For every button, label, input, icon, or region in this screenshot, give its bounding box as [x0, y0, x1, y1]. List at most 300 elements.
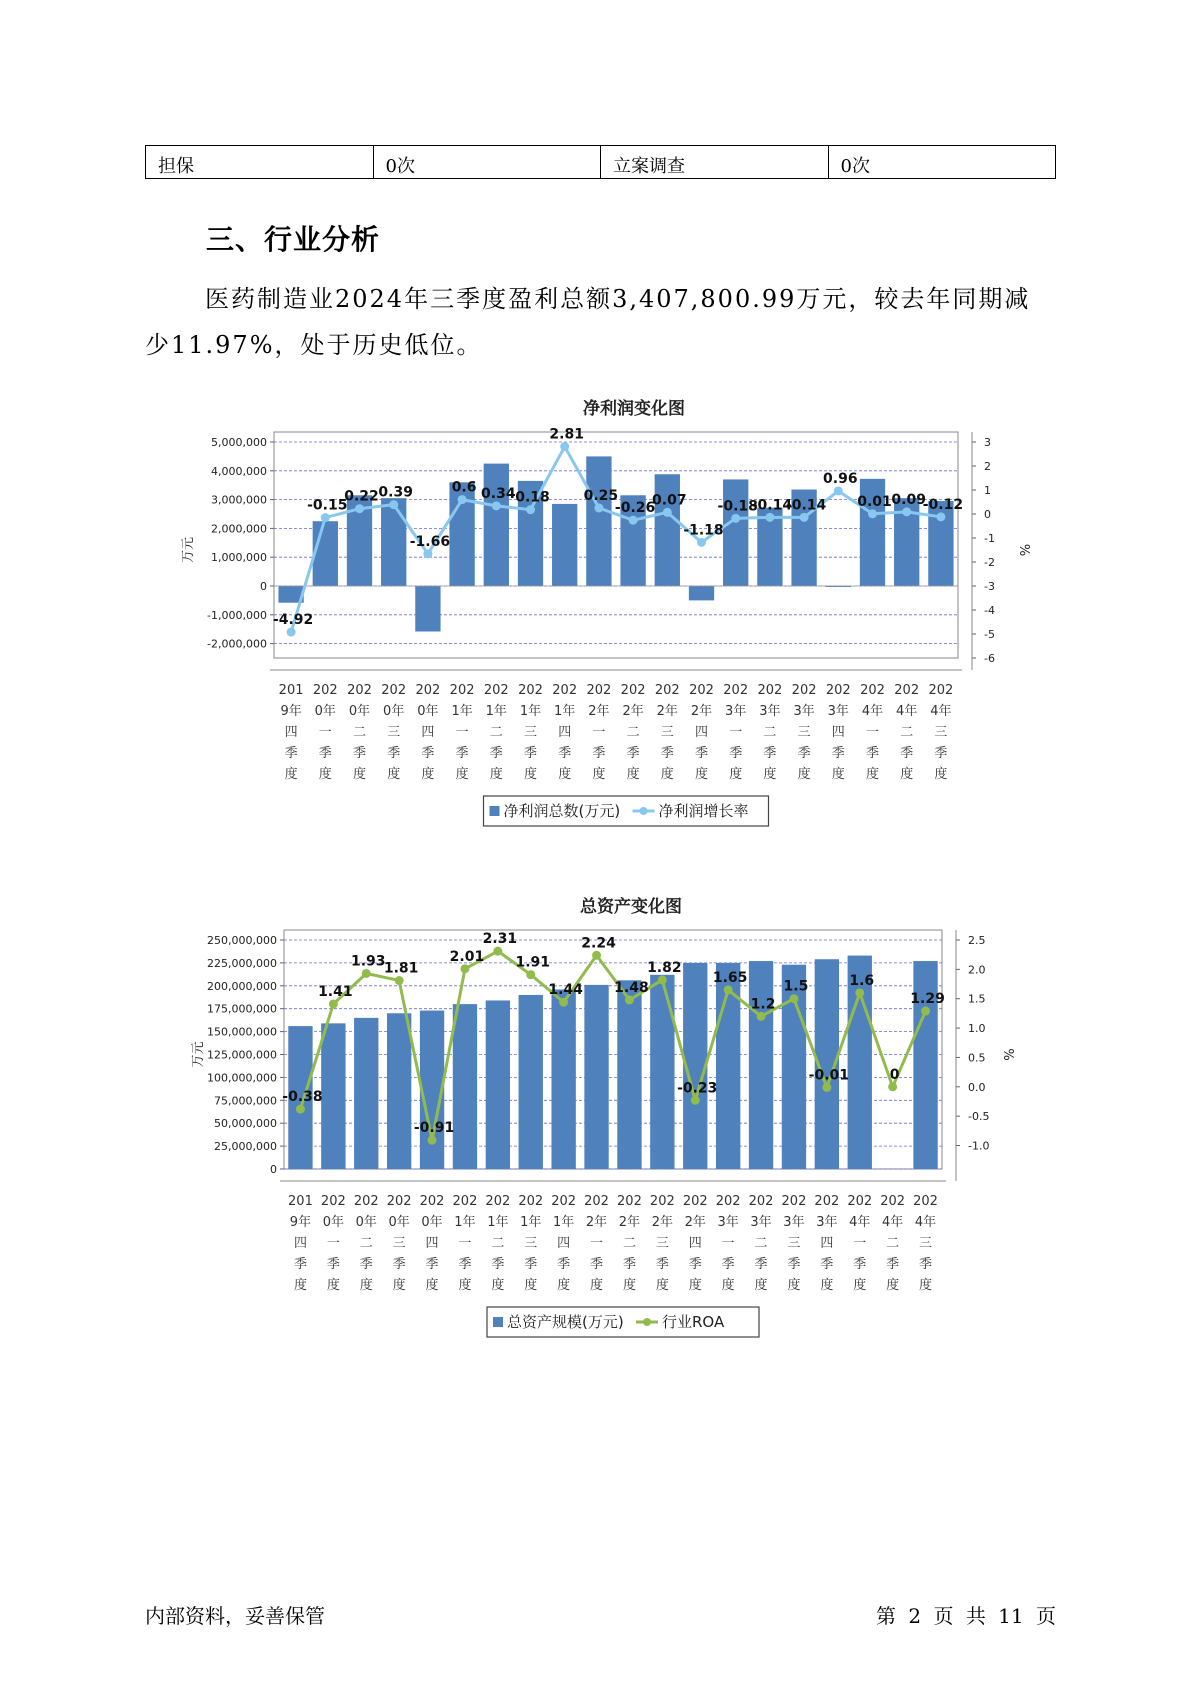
line-point — [526, 970, 535, 979]
x-tick-label: 4年 — [849, 1215, 871, 1230]
x-tick-label: 度 — [626, 767, 640, 782]
x-tick-label: 2年 — [588, 704, 610, 719]
bar — [321, 1023, 345, 1169]
x-tick-label: 0年 — [421, 1215, 443, 1230]
line-point — [321, 513, 330, 522]
x-tick-label: 度 — [359, 1278, 373, 1293]
point-label: 1.65 — [712, 969, 748, 986]
y2-tick-label: 2.5 — [968, 934, 986, 947]
x-tick-label: 度 — [558, 767, 572, 782]
line-point — [629, 516, 638, 525]
x-tick-label: 四 — [831, 725, 845, 740]
line-point — [395, 976, 404, 985]
x-tick-label: 二 — [352, 725, 367, 740]
x-tick-label: 4年 — [896, 704, 918, 719]
x-tick-label: 202 — [518, 1194, 544, 1209]
x-tick-label: 季 — [458, 1257, 472, 1272]
bar — [749, 961, 773, 1169]
y-tick-label: 225,000,000 — [207, 956, 277, 970]
net-profit-chart — [0, 390, 1191, 850]
x-tick-label: 四 — [558, 725, 572, 740]
line-point — [389, 500, 398, 509]
x-tick-label: 度 — [831, 767, 845, 782]
x-tick-label: 四 — [694, 725, 709, 740]
x-tick-label: 三 — [797, 725, 811, 740]
point-label: 0.96 — [823, 470, 858, 487]
x-tick-label: 202 — [419, 1194, 445, 1209]
point-label: 1.44 — [548, 982, 583, 999]
x-tick-label: 四 — [820, 1236, 834, 1251]
x-tick-label: 202 — [723, 683, 749, 698]
x-tick-label: 4年 — [882, 1215, 904, 1230]
x-tick-label: 四 — [421, 725, 435, 740]
x-tick-label: 季 — [557, 1257, 571, 1272]
point-label: 2.31 — [482, 931, 518, 948]
line-point — [560, 442, 569, 451]
line-point — [663, 508, 672, 517]
x-tick-label: 季 — [787, 1257, 801, 1272]
x-tick-label: 季 — [820, 1257, 834, 1272]
y-tick-label: 1,000,000 — [211, 551, 267, 565]
x-tick-label: 二 — [489, 725, 503, 740]
y2-tick-label: 1.0 — [968, 1022, 986, 1036]
x-tick-label: 202 — [347, 683, 372, 698]
y2-axis-label: % — [1016, 543, 1031, 557]
x-tick-label: 二 — [900, 725, 914, 740]
line-point — [822, 1083, 831, 1092]
x-tick-label: 度 — [458, 1278, 472, 1293]
x-tick-label: 202 — [814, 1194, 840, 1209]
y2-tick-label: -4 — [984, 604, 995, 617]
point-label: 0.34 — [481, 485, 516, 502]
x-tick-label: 202 — [682, 1194, 708, 1209]
y-axis-label: 万元 — [191, 1041, 206, 1068]
x-tick-label: 0年 — [388, 1215, 410, 1230]
point-label: -0.14 — [785, 497, 827, 514]
x-tick-label: 度 — [293, 1278, 307, 1293]
x-tick-label: 0年 — [383, 704, 405, 719]
x-tick-label: 度 — [660, 767, 674, 782]
line-point — [731, 514, 740, 523]
x-tick-label: 度 — [489, 767, 503, 782]
x-tick-label: 季 — [421, 746, 435, 761]
y-tick-label: 75,000,000 — [214, 1094, 277, 1108]
x-tick-label: 度 — [421, 767, 435, 782]
y2-tick-label: 0 — [984, 508, 991, 521]
line-point — [834, 486, 843, 495]
x-tick-label: 202 — [485, 1194, 511, 1209]
point-label: 0.6 — [451, 479, 477, 496]
y2-tick-label: 1 — [984, 484, 991, 497]
x-tick-label: 202 — [353, 1194, 379, 1209]
line-point — [423, 549, 432, 558]
x-tick-label: 202 — [386, 1194, 412, 1209]
x-tick-label: 一 — [590, 1236, 604, 1251]
line-point — [362, 969, 371, 978]
y2-tick-label: -5 — [984, 628, 995, 641]
x-tick-label: 三 — [387, 725, 401, 740]
x-tick-label: 度 — [590, 1278, 604, 1293]
x-tick-label: 202 — [757, 683, 783, 698]
bar — [552, 504, 577, 586]
x-tick-label: 202 — [913, 1194, 938, 1209]
line-point — [526, 505, 535, 514]
x-tick-label: 度 — [523, 767, 538, 782]
x-tick-label: 二 — [763, 725, 777, 740]
y-tick-label: -1,000,000 — [207, 608, 267, 622]
point-label: 0.25 — [583, 488, 619, 504]
y2-tick-label: -2 — [984, 556, 995, 569]
line-point — [458, 495, 467, 504]
x-tick-label: 度 — [694, 767, 709, 782]
point-label: 0.01 — [857, 493, 892, 510]
x-tick-label: 3年 — [725, 704, 747, 719]
line-point — [902, 507, 911, 516]
table-row — [146, 146, 1056, 179]
x-tick-label: 三 — [787, 1236, 801, 1251]
y2-tick-label: 2 — [984, 460, 991, 473]
x-tick-label: 四 — [284, 725, 298, 740]
x-tick-label: 季 — [592, 746, 606, 761]
x-tick-label: 202 — [715, 1194, 741, 1209]
x-tick-label: 4年 — [914, 1215, 937, 1230]
x-tick-label: 度 — [729, 767, 743, 782]
y2-tick-label: -6 — [984, 652, 995, 665]
x-tick-label: 季 — [524, 1257, 538, 1272]
chart-title: 总资产变化图 — [580, 897, 682, 917]
x-tick-label: 202 — [928, 683, 954, 698]
x-tick-label: 季 — [853, 1257, 867, 1272]
x-tick-label: 202 — [312, 683, 338, 698]
footer-confidential-note: 内部资料，妥善保管 — [145, 1604, 325, 1628]
x-tick-label: 一 — [721, 1236, 735, 1251]
point-label: 1.48 — [614, 979, 649, 996]
table-cell-investigation-value: 0次 — [828, 146, 1056, 179]
bar — [354, 1018, 378, 1169]
x-tick-label: 202 — [781, 1194, 807, 1209]
x-tick-label: 季 — [934, 746, 948, 761]
x-tick-label: 2年 — [585, 1215, 608, 1230]
point-label: -0.91 — [413, 1120, 455, 1137]
y-tick-label: 50,000,000 — [214, 1117, 277, 1131]
point-label: 0.09 — [891, 491, 926, 508]
x-tick-label: 季 — [387, 746, 401, 761]
x-tick-label: 度 — [934, 767, 948, 782]
table-cell-guarantee-label: 担保 — [146, 146, 374, 179]
legend-bar-swatch — [493, 1317, 503, 1327]
x-tick-label: 度 — [900, 767, 914, 782]
x-tick-label: 季 — [655, 1257, 669, 1272]
chart-title: 净利润变化图 — [583, 399, 685, 419]
bar — [484, 464, 509, 586]
point-label: -0.01 — [808, 1067, 850, 1084]
y2-tick-label: -1.0 — [968, 1139, 990, 1153]
x-tick-label: 0年 — [417, 704, 439, 719]
point-label: 0.22 — [344, 488, 379, 505]
x-tick-label: 202 — [860, 683, 885, 698]
x-tick-label: 0年 — [314, 704, 336, 719]
x-tick-label: 1年 — [485, 704, 507, 719]
line-point — [492, 501, 501, 510]
x-tick-label: 二 — [491, 1236, 505, 1251]
info-table — [145, 145, 1056, 179]
bar — [415, 586, 440, 632]
x-tick-label: 202 — [584, 1194, 609, 1209]
point-label: -1.18 — [683, 522, 724, 539]
x-tick-label: 季 — [455, 746, 469, 761]
x-tick-label: 度 — [865, 767, 880, 782]
line-point — [296, 1105, 305, 1114]
line-point — [921, 1007, 930, 1016]
x-tick-label: 2年 — [684, 1215, 706, 1230]
y2-axis-label: % — [1000, 1048, 1015, 1061]
x-tick-label: 202 — [483, 683, 509, 698]
x-tick-label: 201 — [278, 683, 304, 698]
x-tick-label: 2年 — [618, 1215, 641, 1230]
x-tick-label: 季 — [293, 1257, 307, 1272]
x-tick-label: 3年 — [750, 1215, 772, 1230]
legend-line-marker — [643, 1318, 651, 1326]
x-tick-label: 季 — [491, 1257, 505, 1272]
x-tick-label: 一 — [455, 725, 469, 740]
point-label: -0.18 — [717, 498, 758, 515]
x-tick-label: 1年 — [451, 704, 473, 719]
bar — [689, 586, 714, 600]
point-label: 0.18 — [515, 489, 550, 506]
point-label: 2.81 — [549, 426, 584, 443]
x-tick-label: 季 — [622, 1257, 636, 1272]
x-tick-label: 202 — [381, 683, 407, 698]
section-title: 三、行业分析 — [206, 223, 381, 256]
x-tick-label: 一 — [729, 725, 743, 740]
x-tick-label: 1年 — [519, 704, 542, 719]
x-tick-label: 三 — [392, 1236, 406, 1251]
x-tick-label: 1年 — [454, 1215, 476, 1230]
point-label: -0.14 — [751, 497, 793, 514]
x-tick-label: 季 — [797, 746, 811, 761]
x-tick-label: 度 — [797, 767, 811, 782]
x-tick-label: 三 — [655, 1236, 669, 1251]
x-tick-label: 202 — [552, 683, 578, 698]
x-tick-label: 202 — [689, 683, 714, 698]
x-tick-label: 202 — [654, 683, 680, 698]
plot-area — [274, 432, 958, 658]
x-tick-label: 202 — [617, 1194, 642, 1209]
x-tick-label: 1年 — [553, 1215, 575, 1230]
y-tick-label: 175,000,000 — [207, 1002, 277, 1016]
y2-tick-label: 1.5 — [968, 992, 986, 1006]
point-label: 2.24 — [581, 935, 616, 952]
x-tick-label: 1年 — [554, 704, 576, 719]
point-label: 1.93 — [350, 953, 386, 970]
y-tick-label: 3,000,000 — [211, 493, 267, 507]
x-tick-label: 4年 — [861, 704, 884, 719]
analysis-paragraph: 医药制造业2024年三季度盈利总额3,407,800.99万元，较去年同期减少11.97%，处于历史低位。 — [145, 285, 1031, 359]
x-tick-label: 度 — [721, 1278, 735, 1293]
line-point — [625, 995, 634, 1004]
y-tick-label: 250,000,000 — [207, 934, 277, 947]
x-tick-label: 度 — [688, 1278, 702, 1293]
x-tick-label: 四 — [425, 1236, 439, 1251]
x-tick-label: 二 — [754, 1236, 768, 1251]
x-tick-label: 2年 — [656, 704, 678, 719]
x-tick-label: 季 — [392, 1257, 406, 1272]
y-tick-label: 150,000,000 — [207, 1025, 277, 1039]
line-point — [691, 1096, 700, 1105]
table-cell-guarantee-value: 0次 — [373, 146, 601, 179]
line-point — [789, 994, 798, 1003]
x-tick-label: 202 — [649, 1194, 675, 1209]
bar — [551, 989, 575, 1169]
x-tick-label: 202 — [518, 683, 543, 698]
x-tick-label: 三 — [524, 1236, 538, 1251]
x-tick-label: 202 — [748, 1194, 774, 1209]
y2-tick-label: 0.0 — [968, 1080, 986, 1094]
point-label: 1.81 — [383, 960, 419, 977]
x-tick-label: 度 — [352, 767, 367, 782]
bar — [381, 498, 406, 586]
x-tick-label: 度 — [919, 1278, 933, 1293]
bar — [617, 980, 641, 1169]
y2-tick-label: -0.5 — [968, 1110, 990, 1124]
point-label: -0.23 — [677, 1080, 718, 1097]
line-point — [724, 985, 733, 994]
x-tick-label: 度 — [787, 1278, 801, 1293]
point-label: 1.5 — [783, 978, 809, 995]
x-tick-label: 202 — [452, 1194, 478, 1209]
x-tick-label: 季 — [359, 1257, 373, 1272]
x-tick-label: 季 — [660, 746, 674, 761]
x-tick-label: 度 — [655, 1278, 669, 1293]
x-tick-label: 三 — [934, 725, 948, 740]
line-point — [594, 504, 603, 513]
x-tick-label: 202 — [415, 683, 441, 698]
x-tick-label: 一 — [865, 725, 880, 740]
x-tick-label: 度 — [754, 1278, 768, 1293]
x-tick-label: 3年 — [827, 704, 849, 719]
x-tick-label: 度 — [491, 1278, 505, 1293]
point-label: -0.15 — [307, 497, 348, 514]
point-label: 1.2 — [750, 996, 776, 1013]
x-tick-label: 202 — [791, 683, 817, 698]
legend-line-marker — [640, 807, 648, 815]
x-tick-label: 3年 — [759, 704, 781, 719]
bar — [486, 1000, 510, 1169]
y-axis-label: 万元 — [181, 536, 196, 564]
x-tick-label: 2年 — [622, 704, 644, 719]
x-tick-label: 一 — [853, 1236, 867, 1251]
y2-tick-label: -3 — [984, 580, 995, 593]
bar — [387, 1013, 411, 1169]
x-tick-label: 2年 — [651, 1215, 673, 1230]
point-label: 1.6 — [849, 972, 875, 989]
x-tick-label: 度 — [455, 767, 469, 782]
x-tick-label: 0年 — [322, 1215, 344, 1230]
line-point — [888, 1082, 897, 1091]
point-label: 0.39 — [378, 484, 413, 501]
point-label: -1.66 — [409, 533, 451, 550]
point-label: -0.26 — [614, 500, 656, 517]
x-tick-label: 4年 — [930, 704, 952, 719]
x-tick-label: 9年 — [289, 1215, 312, 1230]
x-tick-label: 202 — [551, 1194, 577, 1209]
bar — [313, 521, 338, 586]
point-label: 1.41 — [318, 984, 353, 1001]
bar — [650, 975, 674, 1169]
y-tick-label: 200,000,000 — [207, 979, 277, 993]
x-tick-label: 202 — [620, 683, 646, 698]
bar — [586, 456, 611, 586]
x-tick-label: 季 — [754, 1257, 768, 1272]
y2-tick-label: -1 — [984, 532, 995, 545]
x-tick-label: 度 — [820, 1278, 834, 1293]
x-tick-label: 202 — [880, 1194, 906, 1209]
x-tick-label: 一 — [318, 725, 332, 740]
x-tick-label: 0年 — [348, 704, 371, 719]
legend-bar-swatch — [490, 806, 500, 816]
bar — [519, 995, 543, 1169]
x-tick-label: 度 — [853, 1278, 867, 1293]
x-tick-label: 二 — [886, 1236, 900, 1251]
x-tick-label: 季 — [318, 746, 332, 761]
x-tick-label: 度 — [392, 1278, 406, 1293]
line-point — [355, 504, 364, 513]
x-tick-label: 季 — [688, 1257, 702, 1272]
x-tick-label: 3年 — [783, 1215, 805, 1230]
y2-tick-label: 0.5 — [968, 1051, 986, 1065]
y-tick-label: -2,000,000 — [207, 637, 267, 651]
point-label: -0.12 — [922, 496, 964, 513]
x-tick-label: 0年 — [355, 1215, 377, 1230]
x-tick-label: 季 — [590, 1257, 604, 1272]
point-label: -0.38 — [282, 1089, 323, 1106]
x-tick-label: 度 — [763, 767, 777, 782]
point-label: 1.29 — [910, 991, 945, 1008]
x-tick-label: 季 — [886, 1257, 900, 1272]
line-point — [428, 1136, 437, 1145]
x-tick-label: 二 — [359, 1236, 373, 1251]
x-tick-label: 度 — [425, 1278, 439, 1293]
x-tick-label: 季 — [489, 746, 503, 761]
y-tick-label: 2,000,000 — [211, 522, 267, 536]
line-point — [329, 1000, 338, 1009]
x-tick-label: 202 — [894, 683, 920, 698]
x-tick-label: 四 — [688, 1236, 702, 1251]
x-tick-label: 度 — [318, 767, 332, 782]
x-tick-label: 一 — [326, 1236, 340, 1251]
x-tick-label: 2年 — [690, 704, 713, 719]
x-tick-label: 季 — [729, 746, 743, 761]
x-tick-label: 四 — [557, 1236, 571, 1251]
y-tick-label: 125,000,000 — [207, 1048, 277, 1062]
x-tick-label: 度 — [622, 1278, 636, 1293]
x-tick-label: 1年 — [487, 1215, 509, 1230]
point-label: -4.92 — [272, 612, 314, 629]
x-tick-label: 季 — [284, 746, 298, 761]
x-tick-label: 一 — [458, 1236, 472, 1251]
bar — [584, 985, 608, 1169]
x-tick-label: 度 — [326, 1278, 340, 1293]
table-cell-investigation-label: 立案调查 — [601, 146, 829, 179]
y2-tick-label: 2.0 — [968, 963, 986, 977]
y-tick-label: 5,000,000 — [211, 436, 267, 449]
x-tick-label: 三 — [919, 1236, 933, 1251]
bar — [453, 1004, 477, 1169]
x-tick-label: 季 — [919, 1257, 933, 1272]
x-tick-label: 三 — [523, 725, 538, 740]
x-tick-label: 季 — [626, 746, 640, 761]
x-tick-label: 度 — [557, 1278, 571, 1293]
